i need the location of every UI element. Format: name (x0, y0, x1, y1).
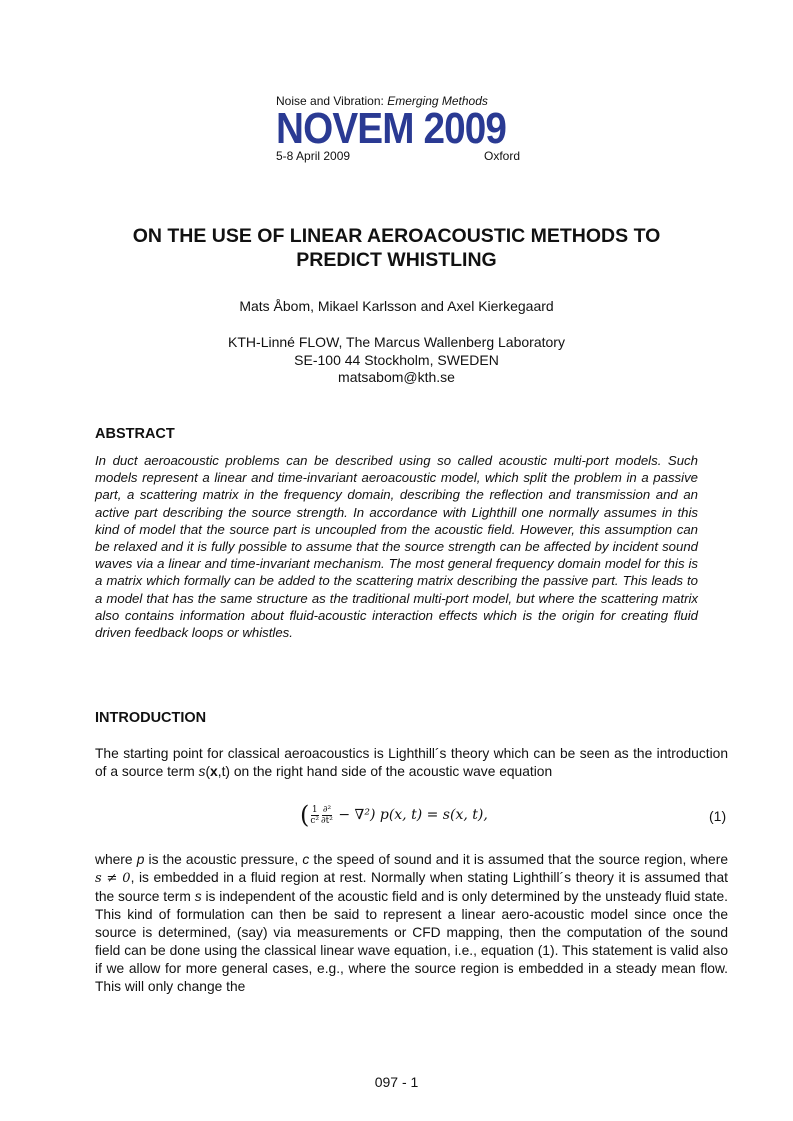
conference-series-italic: Emerging Methods (387, 94, 488, 108)
text-run: is the acoustic pressure, (144, 852, 303, 867)
fraction-denominator: ∂t² (321, 815, 333, 826)
conference-date: 5-8 April 2009 (276, 149, 351, 163)
introduction-heading: INTRODUCTION (95, 710, 207, 726)
conference-logo: NOVEM 2009 (276, 104, 507, 153)
abstract-heading: ABSTRACT (95, 426, 175, 442)
page-number: 097 - 1 (374, 1074, 419, 1090)
affiliation-line1: KTH-Linné FLOW, The Marcus Wallenberg Laboratory (228, 334, 565, 350)
introduction-paragraph-2 (95, 851, 728, 996)
paper-title-line1: ON THE USE OF LINEAR AEROACOUSTIC METHODS TO (132, 225, 661, 247)
fraction-numerator: 1 (311, 804, 318, 815)
affiliation (0, 334, 793, 387)
fraction-second-time-derivative (321, 805, 333, 826)
symbol-c: c (302, 852, 310, 867)
paper-title (60, 224, 733, 272)
text-run: The starting point for classical aeroacoustics is Lighthill´s theory which can be seen as the introduction of a source term (95, 746, 728, 779)
symbol-s: s (198, 764, 206, 779)
symbol-s: s (194, 889, 202, 904)
text-run: the speed of sound and it is assumed that the source region, where (309, 852, 729, 867)
text-run: is independent of the acoustic field and is only determined by the unsteady fluid state. This kind of formulation can then be said to represent a linear aero-acoustic model since once the source is determined, (say) via measurements or CFD mapping, then the computation of the sound field can be done using the classical linear wave equation, i.e., equation (1). This statement is valid also if we allow for more general cases, e.g., where the source region is embedded in a steady mean flow. This will only change the (95, 889, 728, 994)
introduction-paragraph-1: The starting point for classical aeroacoustics is Lighthill´s theory which can be seen as the introduction of a source term s(x,t) on the right hand side of the acoustic wave equation (95, 746, 728, 779)
equation-rest: − ∇²) p(x, t) = s(x, t), (333, 807, 488, 823)
inline-math-s-nonzero: s ≠ 0 (95, 871, 131, 886)
affiliation-line2: SE-100 44 Stockholm, SWEDEN (294, 351, 499, 368)
abstract-text: In duct aeroacoustic problems can be described using so called acoustic multi-port models. Such models represent a linear and time-invariant aeroacoustic model, which split the problem in a passive part, a scattering matrix in the frequency domain, describing the reflection and transmission and an active part describing the source strength. In accordance with Lighthill one normally assumes in this kind of model that the source part is uncoupled from the acoustic field. However, this assumption can be relaxed and it is fully possible to assume that the source strength can be affected by incident sound waves via a linear and time-invariant mechanism. The most general frequency domain model for this is a matrix which formally can be added to the scattering matrix describing the passive part. This leads to a model that has the same structure as the traditional multi-port model, but where the scattering matrix also contains information about fluid-acoustic interaction effects which is the origin for creating fluid driven feedback loops or whistles. (95, 453, 698, 641)
equation-number: (1) (709, 808, 727, 824)
text-run: where (95, 852, 137, 867)
fraction-numerator: ∂² (322, 804, 332, 815)
symbol-p: p (136, 852, 145, 867)
text-run: , is embedded in a fluid region at rest. Normally when stating Lighthill´s theory it is assumed that the source term (95, 870, 729, 904)
conference-place: Oxford (483, 149, 520, 163)
conference-header (276, 94, 520, 163)
symbol-x: x (210, 764, 218, 779)
text-run: ,t) on the right hand side of the acoustic wave equation (217, 764, 553, 779)
authors: Mats Åbom, Mikael Karlsson and Axel Kierkegaard (239, 298, 554, 314)
fraction-inverse-c-squared (310, 805, 319, 826)
equation-1 (300, 800, 488, 830)
author-email[interactable]: matsabom@kth.se (338, 369, 455, 385)
fraction-denominator: c² (310, 815, 320, 826)
conference-series-text: Noise and Vibration: (276, 94, 388, 108)
open-paren: ( (300, 801, 310, 829)
paper-title-line2: PREDICT WHISTLING (296, 249, 497, 271)
